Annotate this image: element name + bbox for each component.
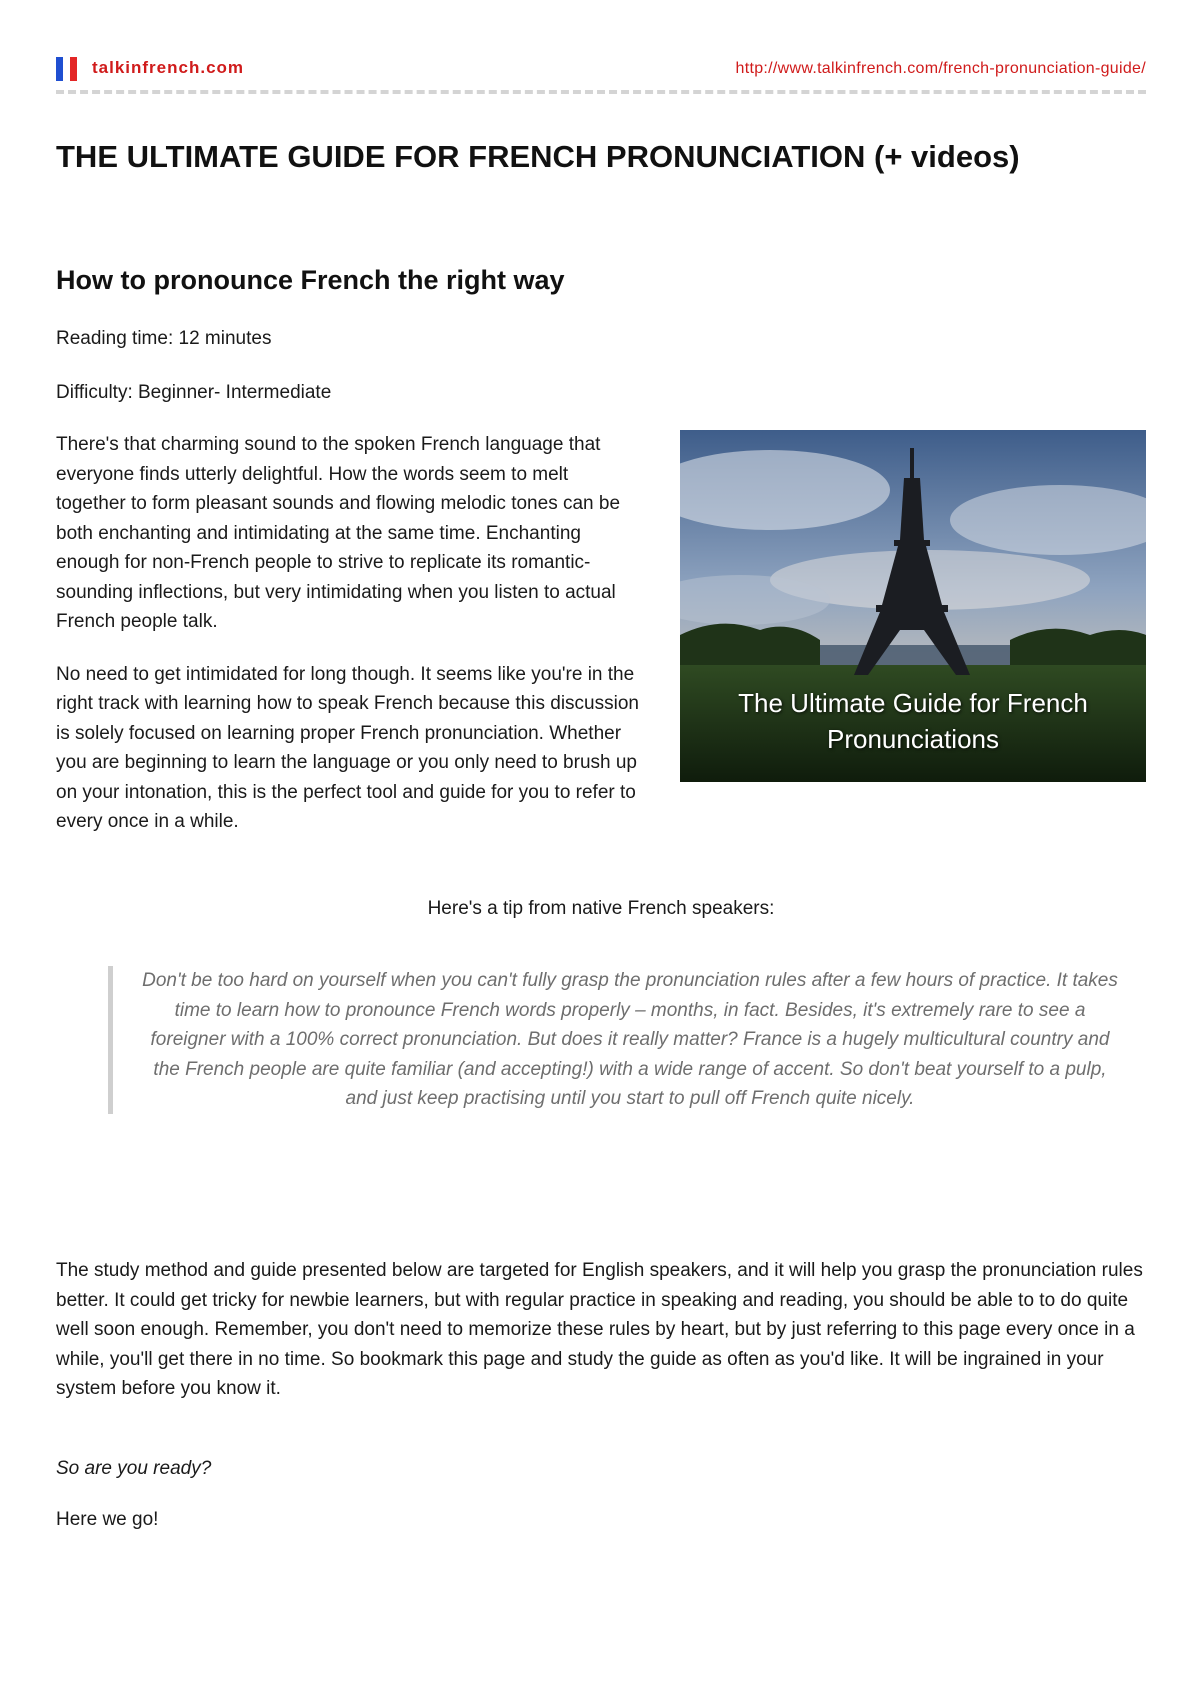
reading-time: Reading time: 12 minutes xyxy=(56,328,272,349)
hero-caption-line-2: Pronunciations xyxy=(827,724,999,754)
page-header xyxy=(56,54,1146,84)
header-divider xyxy=(56,90,1146,94)
here-we-go-text: Here we go! xyxy=(56,1509,159,1530)
eiffel-tower-image xyxy=(680,430,1146,782)
page-title: THE ULTIMATE GUIDE FOR FRENCH PRONUNCIATION (+ videos) xyxy=(56,139,1020,174)
study-method-paragraph: The study method and guide presented below are targeted for English speakers, and it will help you grasp the pronunciation rules better. It could get tricky for newbie learners, but with regular practice in speaking and reading, you should be able to to do quite well soon enough. Remember, you don't need to memorize these rules by heart, but by just referring to this page every once in a while, you'll get there in no time. So bookmark this page and study the guide as often as you'd like. It will be ingrained in your system before you know it. xyxy=(56,1260,1143,1399)
french-flag-icon xyxy=(56,57,82,81)
intro-paragraph-1: There's that charming sound to the spoken French language that everyone finds utterly delightful. How the words seem to melt together to form pleasant sounds and flowing melodic tones can be both enchanting and intimidating at the same time. Enchanting enough for non-French people to strive to replicate its romantic-sounding inflections, but very intimidating when you listen to actual French people talk. xyxy=(56,434,621,632)
quote-text: Don't be too hard on yourself when you can't fully grasp the pronunciation rules after a few hours of practice. It takes time to learn how to pronounce French words properly – months, in fact. Besides, it's extremely rare to see a foreigner with a 100% correct pronunciation. But does it really matter? France is a hugely multicultural country and the French people are quite familiar (and accepting!) with a wide range of accent. So don't beat yourself to a pulp, and just keep practising until you start to pull off French quite nicely. xyxy=(142,970,1118,1109)
page-subtitle: How to pronounce French the right way xyxy=(56,265,565,295)
hero-image-caption xyxy=(680,685,1146,757)
intro-section xyxy=(56,430,1146,837)
tip-intro: Here's a tip from native French speakers: xyxy=(427,898,775,919)
native-speaker-quote xyxy=(108,966,1125,1114)
site-name-link[interactable]: talkinfrench.com xyxy=(92,58,245,77)
ready-question: So are you ready? xyxy=(56,1458,212,1479)
intro-paragraph-2: No need to get intimidated for long though. It seems like you're in the right track with learning how to speak French because this discussion is solely focused on learning proper French pronunciation. Whether you are beginning to learn the language or you only need to brush up on your intonation, this is the perfect tool and guide for you to refer to every once in a while. xyxy=(56,663,639,832)
hero-caption-line-1: The Ultimate Guide for French xyxy=(738,688,1088,718)
page-url-link[interactable]: http://www.talkinfrench.com/french-pronunciation-guide/ xyxy=(735,60,1146,77)
difficulty: Difficulty: Beginner- Intermediate xyxy=(56,382,332,403)
